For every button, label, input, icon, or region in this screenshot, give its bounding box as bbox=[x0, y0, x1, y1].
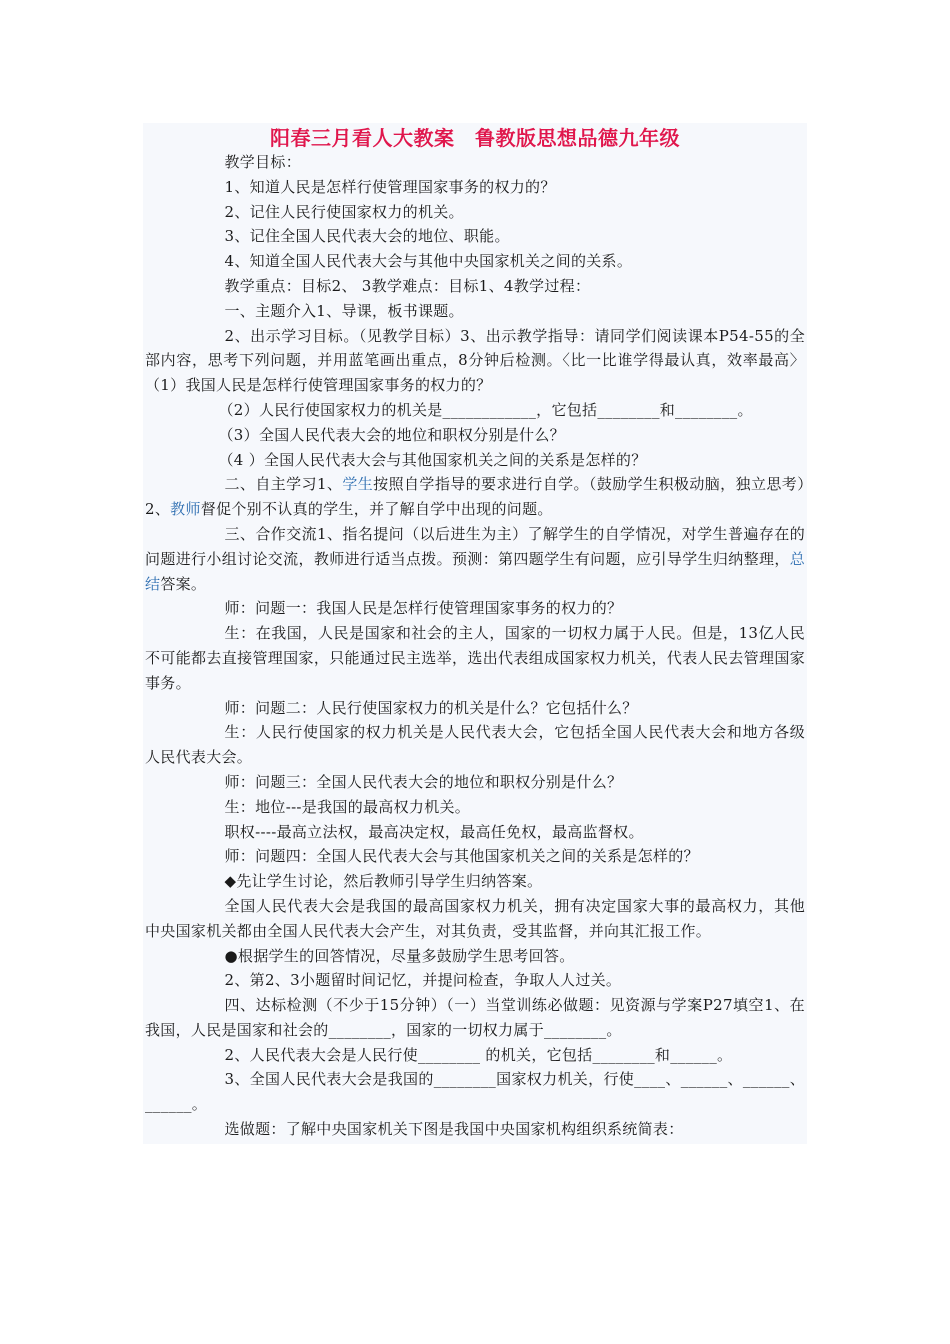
document-body bbox=[145, 150, 805, 1142]
answer-4: 全国人民代表大会是我国的最高国家权力机关，拥有决定国家大事的最高权力，其他中央国家机关都由全国人民代表大会产生，对其负责，受其监督，并向其汇报工作。 bbox=[145, 896, 805, 940]
step-3-text: 三、合作交流1、指名提问（以后进生为主）了解学生的自学情况，对学生普遍存在的问题进行小组讨论交流，教师进行适当点拨。预测：第四题学生有问题，应引导学生归纳整理， bbox=[145, 524, 805, 568]
step-2-text: 督促个别不认真的学生，并了解自学中出现的问题。 bbox=[200, 500, 553, 519]
step-4: 四、达标检测（不少于15分钟）（一）当堂训练必做题：见资源与学案P27填空1、在我国，人民是国家和社会的________，国家的一切权力属于________。 bbox=[145, 996, 805, 1039]
link-student[interactable]: 学生 bbox=[342, 475, 374, 494]
fill-blank-2: 2、人民代表大会是人民行使________ 的机关，它包括________和______。 bbox=[224, 1045, 733, 1064]
step-3 bbox=[145, 522, 805, 596]
teacher-question-4: 师：问题四：全国人民代表大会与其他国家机关之间的关系是怎样的？ bbox=[224, 847, 699, 866]
step-1b: 2、出示学习目标。（见教学目标）3、出示教学指导：请同学们阅读课本P54-55的全部内容，思考下列问题，并用蓝笔画出重点，8分钟后检测。〈比一比谁学得最认真，效率最高〉（1）我国人民是怎样行使管理国家事务的权力的？ bbox=[145, 326, 805, 395]
objective-item: 1、知道人民是怎样行使管理国家事务的权力的？ bbox=[224, 177, 556, 196]
student-answer-3: 生：地位---是我国的最高权力机关。 bbox=[224, 797, 471, 816]
note-bullet: ●根据学生的回答情况，尽量多鼓励学生思考回答。 bbox=[224, 946, 575, 965]
objective-item: 4、知道全国人民代表大会与其他中央国家机关之间的关系。 bbox=[224, 252, 633, 271]
optional-exercise: 选做题：了解中央国家机关下图是我国中央国家机构组织系统简表： bbox=[224, 1120, 684, 1139]
step-1: 一、主题介入1、导课，板书课题。 bbox=[224, 301, 464, 320]
question-3: （3）全国人民代表大会的地位和职权分别是什么？ bbox=[218, 425, 565, 444]
student-answer-3b: 职权----最高立法权，最高决定权，最高任免权，最高监督权。 bbox=[224, 822, 644, 841]
question-4: （4 ）全国人民代表大会与其他国家机关之间的关系是怎样的？ bbox=[218, 450, 647, 469]
note-diamond: ◆先让学生讨论，然后教师引导学生归纳答案。 bbox=[224, 872, 543, 891]
teacher-question-1: 师：问题一：我国人民是怎样行使管理国家事务的权力的？ bbox=[224, 599, 623, 618]
step-2 bbox=[145, 472, 805, 522]
objective-item: 2、记住人民行使国家权力的机关。 bbox=[224, 202, 464, 221]
step-2-text: 按照自学指导的要求进行自学。（鼓励学生积极动脑，独立思考）2、 bbox=[145, 475, 805, 519]
question-2: （2）人民行使国家权力的机关是____________，它包括________和________。 bbox=[218, 400, 753, 419]
objectives-heading: 教学目标： bbox=[224, 153, 302, 171]
objective-item: 3、记住全国人民代表大会的地位、职能。 bbox=[224, 227, 510, 246]
teacher-question-2: 师：问题二：人民行使国家权力的机关是什么？它包括什么？ bbox=[224, 698, 638, 717]
document-title: 阳春三月看人大教案 鲁教版思想品德九年级 bbox=[270, 126, 680, 150]
step-2-text: 二、自主学习1、 bbox=[224, 475, 343, 494]
teaching-focus: 教学重点：目标2、 3教学难点：目标1、4教学过程： bbox=[224, 276, 591, 295]
note-memory: 2、第2、3小题留时间记忆，并提问检查，争取人人过关。 bbox=[224, 971, 622, 990]
student-answer-2: 生：人民行使国家的权力机关是人民代表大会，它包括全国人民代表大会和地方各级人民代表大会。 bbox=[145, 723, 805, 767]
teacher-question-3: 师：问题三：全国人民代表大会的地位和职权分别是什么？ bbox=[224, 772, 623, 791]
fill-blank-3: 3、全国人民代表大会是我国的________国家权力机关，行使____、______、______、______。 bbox=[145, 1070, 805, 1114]
link-teacher[interactable]: 教师 bbox=[170, 500, 201, 519]
step-3-text: 答案。 bbox=[160, 574, 207, 593]
student-answer-1: 生：在我国，人民是国家和社会的主人，国家的一切权力属于人民。但是，13亿人民不可能都去直接管理国家，只能通过民主选举，选出代表组成国家权力机关，代表人民去管理国家事务。 bbox=[145, 624, 805, 692]
link-summary[interactable]: 总结 bbox=[145, 549, 805, 593]
